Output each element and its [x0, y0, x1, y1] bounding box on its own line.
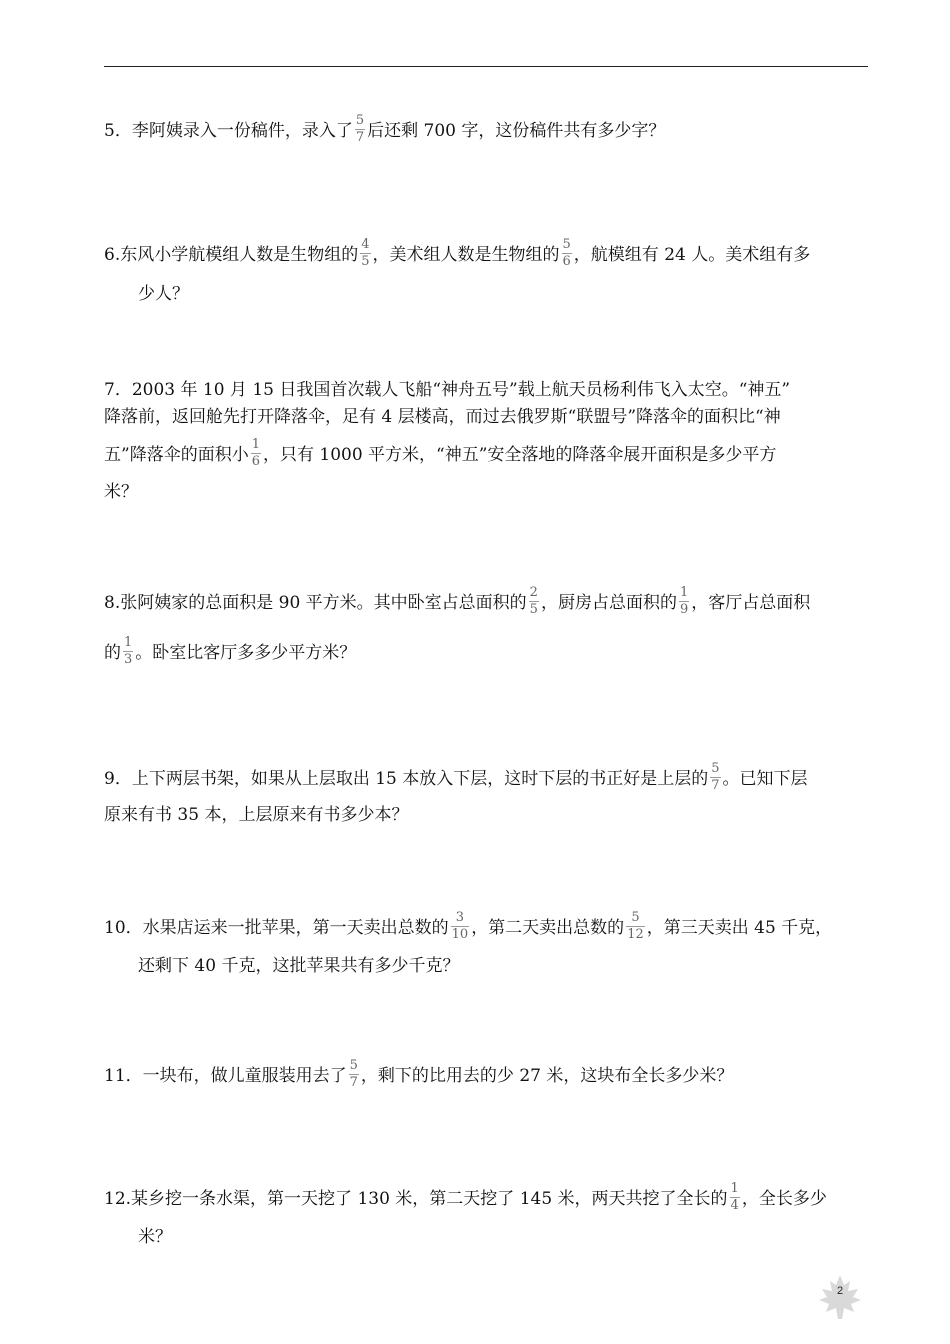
problem-text: 11．一块布，做儿童服装用去了 [104, 1066, 347, 1086]
fraction [710, 762, 720, 793]
problem-text: ，第二天卖出总数的 [471, 918, 625, 938]
problem-12-line-1 [104, 1181, 874, 1215]
fraction [355, 114, 365, 145]
fraction [679, 586, 689, 617]
problem-text: ，美术组人数是生物组的 [372, 245, 560, 265]
problem-text: 五”降落伞的面积小 [104, 445, 249, 465]
fraction-denominator: 6 [562, 254, 571, 269]
problem-12-line-2 [138, 1225, 908, 1249]
problem-text: 10．水果店运来一批苹果，第一天卖出总数的 [104, 918, 449, 938]
maple-leaf-icon [815, 1272, 865, 1322]
problem-10-line-2 [138, 954, 908, 978]
fraction-denominator: 3 [124, 652, 133, 667]
problem-text: 少人？ [138, 284, 189, 304]
header-rule [104, 66, 868, 67]
fraction-denominator: 5 [361, 254, 370, 269]
problem-text: 。卧室比客厅多多少平方米？ [135, 643, 357, 663]
problem-7-line-4 [104, 480, 874, 504]
problem-text: 后还剩 700 字，这份稿件共有多少字？ [367, 121, 666, 141]
problem-text: ，航模组有 24 人。美术组有多 [573, 245, 811, 265]
fraction-denominator: 7 [349, 1075, 358, 1090]
problem-text: 5．李阿姨录入一份稿件，录入了 [104, 121, 353, 141]
problem-text: 的 [104, 643, 121, 663]
problem-text: 。已知下层 [722, 769, 808, 789]
problem-9-line-2 [104, 803, 874, 827]
fraction-numerator: 3 [455, 910, 465, 925]
fraction-numerator: 5 [631, 910, 640, 925]
fraction-denominator: 5 [529, 602, 538, 617]
fraction-numerator: 2 [529, 585, 538, 600]
problem-text: ，全长多少 [741, 1189, 827, 1209]
fraction [360, 238, 370, 269]
problem-10-line-1 [104, 910, 874, 944]
fraction [251, 438, 261, 469]
fraction-denominator: 7 [355, 130, 365, 145]
problem-text: ，客厅占总面积 [691, 593, 811, 613]
problem-7-line-3 [104, 437, 874, 471]
fraction-numerator: 4 [361, 237, 370, 252]
fraction-denominator: 12 [627, 927, 644, 942]
problem-text: ，剩下的比用去的少 27 米，这块布全长多少米？ [360, 1066, 734, 1086]
fraction-denominator: 9 [679, 602, 689, 617]
fraction [562, 238, 572, 269]
problem-text: ，厨房占总面积的 [540, 593, 677, 613]
fraction-numerator: 5 [562, 237, 571, 252]
fraction-denominator: 4 [730, 1198, 739, 1213]
page-number-badge [815, 1272, 865, 1322]
problem-text: 米？ [138, 1227, 172, 1247]
problem-8-line-2 [104, 635, 874, 669]
fraction [451, 911, 470, 942]
fraction-denominator: 10 [451, 927, 469, 942]
fraction [529, 586, 539, 617]
problem-text: ，只有 1000 平方米，“神五”安全落地的降落伞展开面积是多少平方 [262, 445, 777, 465]
fraction [349, 1059, 359, 1090]
problem-9-line-1 [104, 761, 874, 795]
fraction-numerator: 1 [730, 1181, 739, 1196]
problem-text: 还剩下 40 千克，这批苹果共有多少千克？ [138, 956, 460, 976]
problem-text: 9．上下两层书架，如果从上层取出 15 本放入下层，这时下层的书正好是上层的 [104, 769, 709, 789]
problem-6-line-2 [138, 282, 908, 306]
problem-6-line-1 [104, 237, 874, 271]
fraction-denominator: 6 [251, 454, 260, 469]
problem-7-line-2 [104, 405, 874, 429]
fraction-numerator: 1 [679, 585, 689, 600]
fraction-numerator: 5 [349, 1058, 358, 1073]
problem-text: 12.某乡挖一条水渠，第一天挖了 130 米，第二天挖了 145 米，两天共挖了全长的 [104, 1189, 728, 1209]
fraction-numerator: 1 [124, 635, 133, 650]
fraction-numerator: 5 [711, 761, 720, 776]
problem-7-line-1 [104, 378, 874, 402]
fraction-numerator: 5 [355, 113, 365, 128]
problem-text: 7．2003 年 10 月 15 日我国首次载人飞船“神舟五号”载上航天员杨利伟飞入太空。“神五” [104, 380, 791, 400]
fraction [123, 636, 133, 667]
problem-11 [104, 1058, 874, 1092]
problem-5 [104, 113, 874, 147]
fraction-denominator: 7 [711, 778, 720, 793]
problem-text: 原来有书 35 本，上层原来有书多少本？ [104, 805, 409, 825]
page-number: 2 [836, 1285, 844, 1297]
problem-text: 8.张阿姨家的总面积是 90 平方米。其中卧室占总面积的 [104, 593, 527, 613]
problem-text: 降落前，返回舱先打开降落伞，足有 4 层楼高，而过去俄罗斯“联盟号”降落伞的面积比“神 [104, 407, 781, 427]
problem-text: 米？ [104, 482, 138, 502]
problem-text: 6.东风小学航模组人数是生物组的 [104, 245, 359, 265]
fraction-numerator: 1 [251, 437, 260, 452]
fraction [730, 1182, 740, 1213]
problem-text: ，第三天卖出 45 千克， [646, 918, 833, 938]
problem-8-line-1 [104, 585, 874, 619]
fraction [626, 911, 645, 942]
